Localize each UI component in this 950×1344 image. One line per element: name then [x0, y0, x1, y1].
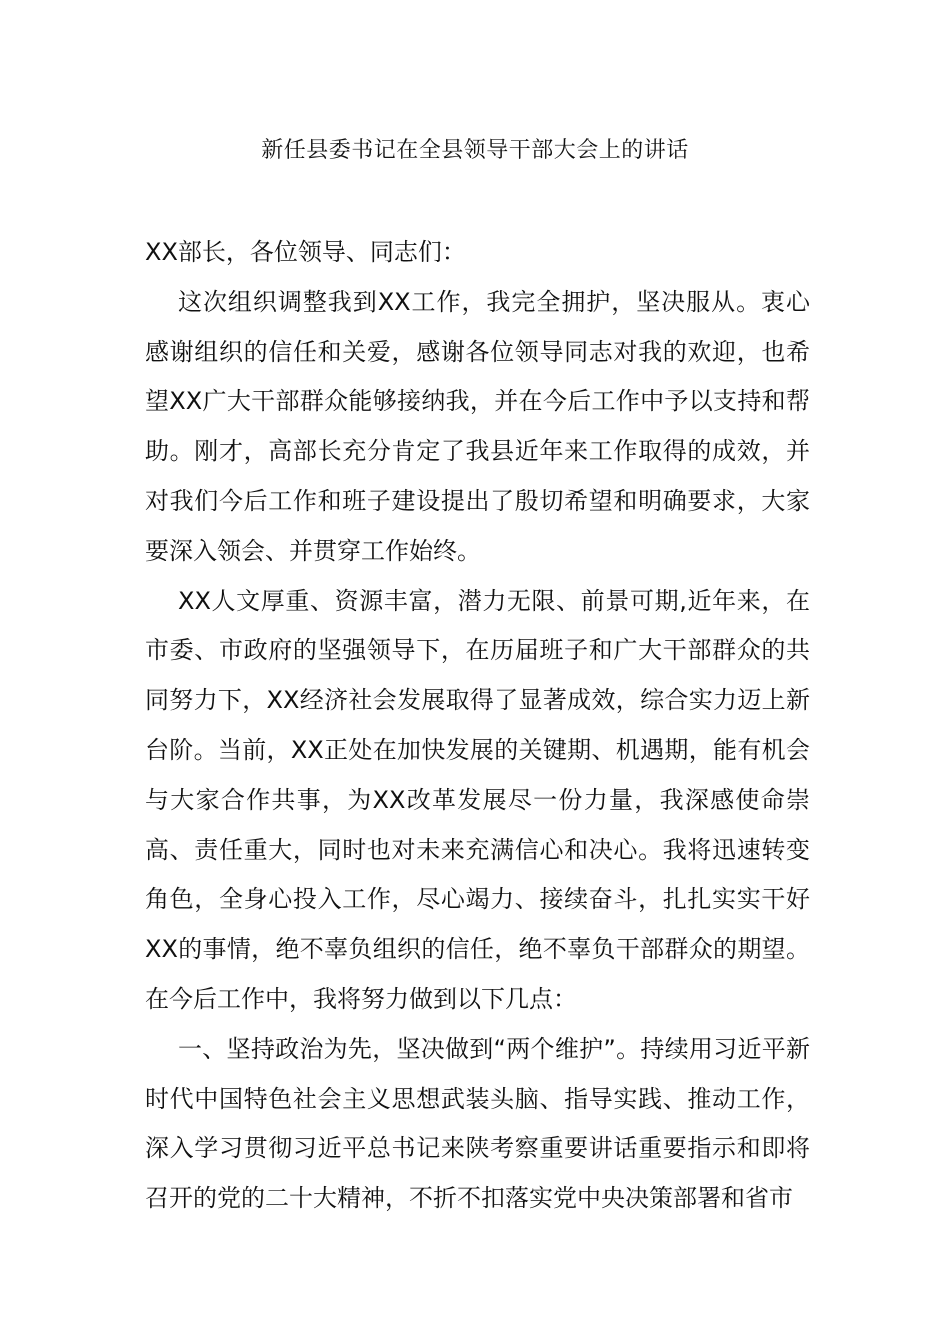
document-title: 新任县委书记在全县领导干部大会上的讲话	[261, 138, 689, 163]
paragraph-1: 这次组织调整我到XX工作，我完全拥护，坚决服从。衷心感谢组织的信任和关爱，感谢各位领导同志对我的欢迎，也希望XX广大干部群众能够接纳我，并在今后工作中予以支持和帮助。刚才，高部长充分肯定了我县近年来工作取得的成效，并对我们今后工作和班子建设提出了殷切希望和明确要求，大家要深入领会、并贯穿工作始终。	[145, 287, 810, 565]
paragraph-3: 一、坚持政治为先，坚决做到“两个维护”。持续用习近平新时代中国特色社会主义思想武装头脑、指导实践、推动工作，深入学习贯彻习近平总书记来陕考察重要讲话重要指示和即将召开的党的二十大精神，不折不扣落实党中央决策部署和省市	[145, 1034, 810, 1213]
paragraph-2: XX人文厚重、资源丰富，潜力无限、前景可期,近年来，在市委、市政府的坚强领导下，在历届班子和广大干部群众的共同努力下，XX经济社会发展取得了显著成效，综合实力迈上新台阶。当前，XX正处在加快发展的关键期、机遇期，能有机会与大家合作共事，为XX改革发展尽一份力量，我深感使命崇高、责任重大，同时也对未来充满信心和决心。我将迅速转变角色，全身心投入工作，尽心竭力、接续奋斗，扎扎实实干好XX的事情，绝不辜负组织的信任，绝不辜负干部群众的期望。在今后工作中，我将努力做到以下几点：	[145, 586, 810, 1013]
salutation: XX部长，各位领导、同志们：	[145, 238, 466, 266]
document-body	[145, 228, 810, 1224]
